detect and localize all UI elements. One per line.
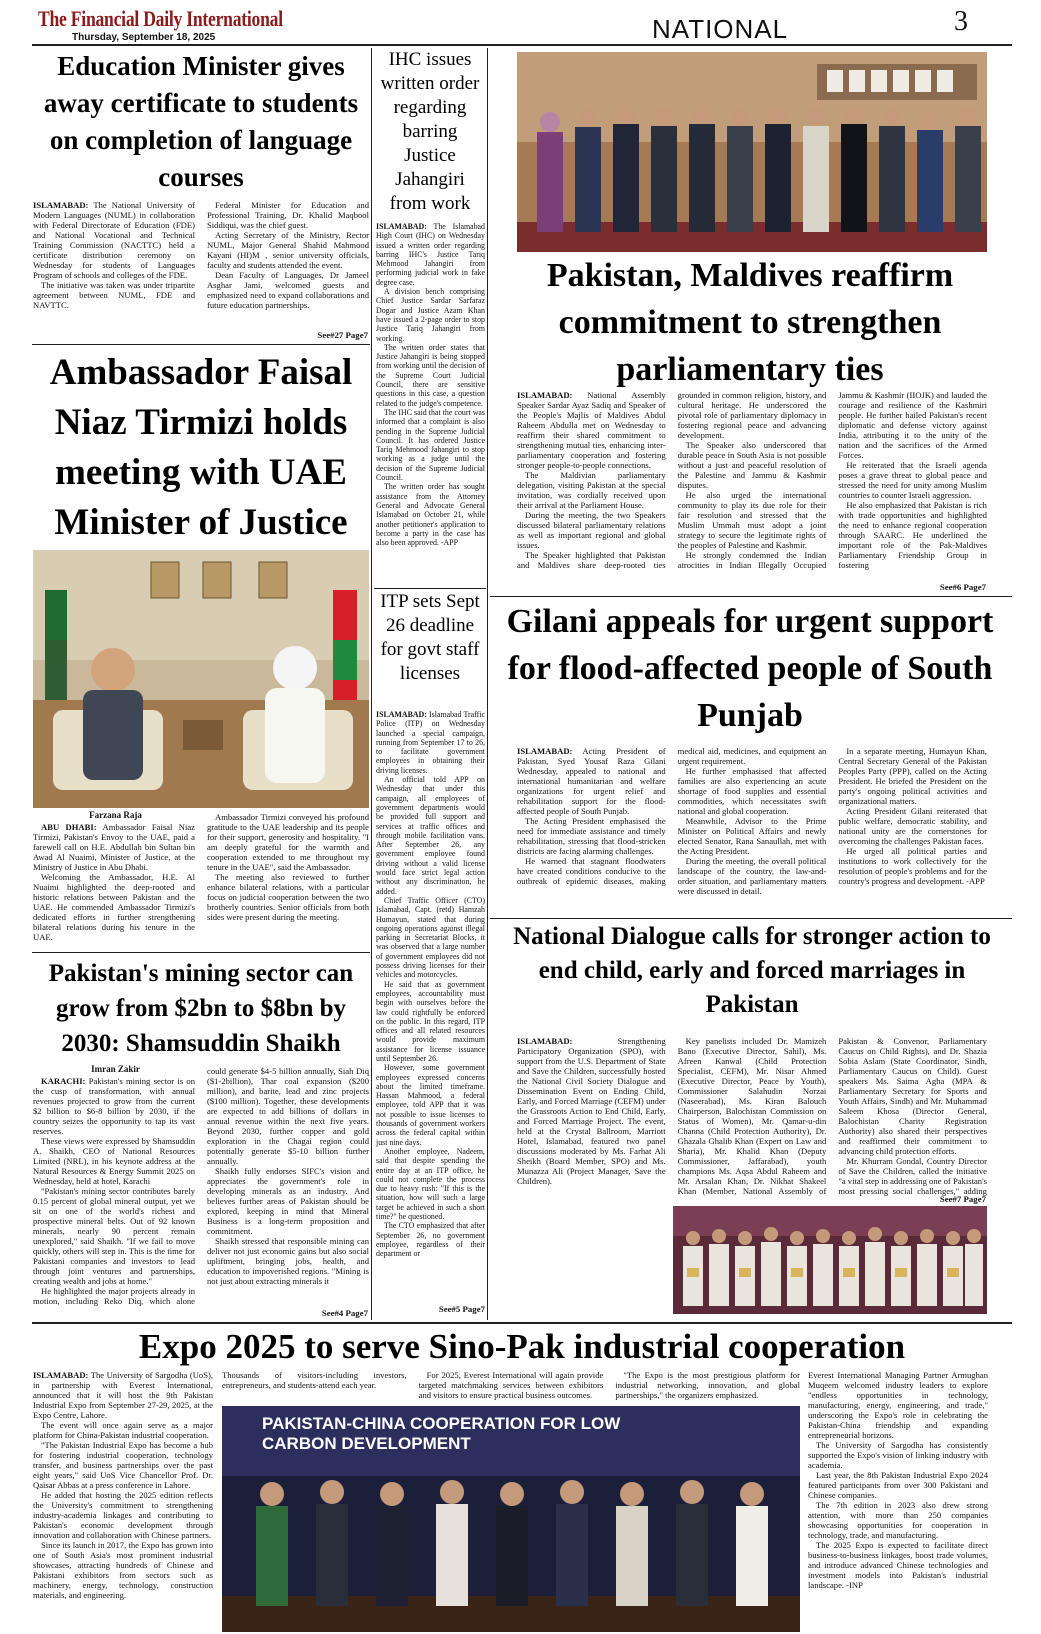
expo-photo — [222, 1406, 800, 1632]
continuation-link[interactable]: See#6 Page7 — [939, 582, 986, 592]
paragraph: An official told APP on Wednesday that under this campaign, all employees of government departments would be provided full support and services at traffic offices and through mobile facilitation vans. After September 26, any government employee found driving without a valid license would face strict legal action without any discrimination, he added. — [376, 775, 485, 896]
paragraph: The written order has sought assistance from the Attorney General and Advocate General Islamabad on October 21, while another petitioner's application to become a party in the case has also been approved. -APP — [376, 482, 485, 548]
paragraph: A division bench comprising Chief Justice Sardar Sarfaraz Dogar and Justice Azam Khan have issued a 2-page order to stop Justice Tariq Jahangiri from working. — [376, 287, 485, 343]
dateline: ISLAMABAD: — [517, 390, 573, 400]
dialogue-headline: National Dialogue calls for stronger action to end child, early and forced marriages in Pakistan — [513, 923, 991, 1018]
masthead — [32, 4, 1012, 48]
paragraph: Another employee, Nadeem, said that despite spending the entire day at an ITP office, he could not complete the process due to heavy rush: "If this is the situation, how will such a large target be achieved in such a short time?" he questioned. — [376, 1146, 485, 1222]
paragraph: The written order states that Justice Jahangiri is being stopped from working until the decision of the Supreme Court Judicial Council, there are sensitive questions in this case, a question related to the judge's competence. — [376, 342, 485, 408]
paragraph: These views were expressed by Shamsuddin A. Shaikh, CEO of National Resources Limited (NRL), in his keynote address at the Natural Resources & Energy Summit 2025 on Wednesday, held at hotel, Karachi — [33, 1136, 195, 1186]
paragraph: The University of Sargodha has consistently supported the Expo's vision of linking industry with academia. — [808, 1440, 988, 1470]
section-name: NATIONAL — [652, 14, 789, 44]
gilani-body — [517, 746, 987, 912]
dateline: ABU DHABI: — [41, 822, 97, 832]
paragraph: The event will once again serve as a major platform for China-Pakistan industrial cooperation. — [33, 1420, 213, 1440]
paragraph: The 2025 Expo is expected to facilitate direct business-to-business linkages, boost trade volumes, and introduce advanced Chinese technologies and investment models into Pakistan's industrial landscape. -INP — [808, 1540, 988, 1590]
expo-banner-text: PAKISTAN-CHINA COOPERATION FOR LOW CARBON DEVELOPMENT — [262, 1414, 621, 1453]
dateline: ISLAMABAD: — [376, 710, 427, 719]
ambassador-photo — [33, 550, 369, 808]
story-divider — [32, 952, 370, 953]
paragraph: Key panelists included Dr. Mamizeh Bano (Executive Director, Sahil), Ms. Afreen Kanwal (Child Protection Specialist, CEFM), Mr. Nisar Ahmed (Executive Director, Peace by Youth), Commissioner Salahudin Norzai (Naseerabad), Ms. Kiran Balouch Chairperson, Balochistan Commission on Status of Women), Mr. Qamar-u-din Channa (Child Protection Authority), Dr. Ghazala Ghalib Khan (Expert on Law and Sharia), Mr. Khalid Khan (Deputy Commissioner, Jaffarabad), youth champions Ms. Aqsa Abdul Raheem and Mr. Arsalan Khan, Dr. Nikhat Shakeel Khan (Member, National Assembly of Pakistan & Convenor, Parliamentary Caucus on Child Rights), and Dr. Shazia Sobia Aslam (State Coordinator, Sindh, Parliamentary Caucus on Child). Guest speakers Ms. Saima Agha (MPA & Parliamentary Secretary for Sports and Youth Affairs, Sindh) and Mr. Muhammad Saleem Khosa (Director General, Balochistan Charity Registration Authority) also shared their perspectives and reaffirmed their commitment to advancing child protection efforts. — [677, 1036, 987, 1196]
continuation-link[interactable]: See#5 Page7 — [438, 1304, 485, 1314]
mining-headline: Pakistan's mining sector can grow from $2bn to $8bn by 2030: Shamsuddin Shaikh — [48, 960, 354, 1057]
paragraph: The University of Sargodha (UoS), in partnership with Everest International, announced that it will host the 9th Pakistan Industrial Expo from September 27-29, 2025, at the Expo Centre, Lahore. — [33, 1370, 213, 1420]
education-body — [33, 200, 369, 327]
story-divider — [32, 1322, 1012, 1324]
paragraph: Islamabad Traffic Police (ITP) on Wednesday launched a special campaign, running from September 17 to 26, to facilitate government employees in obtaining their driving licenses. — [376, 710, 485, 775]
masthead-rule — [32, 44, 1012, 46]
paragraph: In a separate meeting, Humayun Khan, Central Secretary General of the Pakistan Peoples Party (PPP), called on the Acting President. He briefed the President on the party's ongoing political activities and organizational matters. — [838, 746, 987, 806]
paragraph: Mr. Khurram Gondal, Country Director of Save the Children, called the initiative "a vital step in addressing one of Pakistan's most pressing social challenges," adding — [838, 1156, 987, 1196]
paragraph: Welcoming the Ambassador, H.E. Al Nuaimi highlighted the deep-rooted and historic relations between Pakistan and the UAE. He commended Ambassador Tirmizi's dedicated efforts in further strengthening bilateral relations during his tenure in the UAE. — [33, 872, 195, 942]
paragraph: The meeting also reviewed to further enhance bilateral relations, with a particular focus on judicial cooperation between the two brotherly countries. Senior officials from both sides were present during the meeting. — [207, 872, 369, 922]
paragraph: Since its launch in 2017, the Expo has grown into one of South Asia's most prominent industrial showcases, attracting hundreds of Chinese and Pakistani exhibitors from sectors such as machinery, energy, technology, construction materials, and engineering. — [33, 1540, 213, 1600]
dialogue-photo — [673, 1206, 987, 1314]
column-rule — [371, 48, 372, 1320]
paragraph: "The Expo is the most prestigious platform for industrial networking, innovation, and global partnerships," the organizers emphasized. — [615, 1370, 800, 1400]
paragraph: "The Pakistan Industrial Expo has become a hub for fostering industrial cooperation, technology transfer, and business partnerships over the past eight years," said UoS Vice Chancellor Prof. Dr. Qaisar Abbas at a press conference in Lahore. — [33, 1440, 213, 1490]
paragraph: He also emphasized that Pakistan is rich with trade opportunities and highlighted the need to enhance regional cooperation through SAARC. He underlined the important role of the Pak-Maldives Parliamentary Friendship Group in fostering — [838, 500, 987, 570]
paragraph: Acting President Gilani reiterated that public welfare, democratic stability, and national unity are the cornerstones for overcoming the challenges Pakistan faces. — [838, 806, 987, 846]
paragraph: The initiative was taken was under tripartite agreement between NUML, FDE and NAVTTC. — [33, 280, 195, 310]
page-number: 3 — [954, 6, 968, 37]
paragraph: He highlighted the major projects already in motion, including Reko Diq, which alone could generate $4-5 billion annually, Siah Diq ($1-2billion), Thar coal expansion ($200 million), and barite, lead and zinc projects ($100 million). Together, these developments are expected to add billions of dollars in annual revenue within the next five years. Beyond 2030, further copper and gold exploration in the Chagai region could potentially generate $5-10 billion further annually. — [33, 1066, 369, 1306]
paragraph: Pakistan's mining sector is on the cusp of transformation, with annual revenues projected to grow from the current $2 billion to $6-8 billion by 2030, if the country seizes the opportunity to tap its vast reserves. — [33, 1076, 195, 1136]
paragraph: Last year, the 8th Pakistan Industrial Expo 2024 featured participants from over 300 Pakistani and Chinese companies. — [808, 1470, 988, 1500]
group-photo-illustration — [673, 1206, 987, 1314]
paragraph: For 2025, Everest International will again provide targeted matchmaking services between exhibitors and visitors to ensure practical business outcomes. — [418, 1370, 604, 1400]
paper-name: The Financial Daily International — [38, 6, 283, 31]
paragraph: National Assembly Speaker Sardar Ayaz Sadiq and Speaker of the People's Majlis of Maldives Abdul Raheem Abdulla met on Wednesday to reaffirm their shared commitment to strengthening mutual ties, enhancing inter-parliamentary cooperation and fostering stronger people-to-people connections. — [517, 390, 666, 470]
paragraph: Shaikh stressed that responsible mining can deliver not just economic gains but also social upliftment, bringing jobs, health, and education to impoverished regions. "Mining is not just about extracting minerals it — [207, 1236, 369, 1286]
paragraph: The Islamabad High Court (IHC) on Wednesday issued a written order regarding barring IHC's Justice Tariq Mehmood Jahangiri from performing judicial work in fake degree case. — [376, 222, 485, 287]
education-headline: Education Minister gives away certificate to students on completion of language courses — [43, 51, 359, 192]
dateline: ISLAMABAD: — [33, 1370, 89, 1380]
paragraph: The Speaker highlighted that Pakistan and Maldives share deep-rooted ties grounded in common religion, history, and cultural heritage. He underscored the pivotal role of parliamentary diplomacy in fostering regional peace and advancing development. — [517, 390, 827, 570]
expo-body-col1 — [33, 1370, 213, 1632]
dateline: ISLAMABAD: — [517, 746, 573, 756]
paragraph: During the meeting, the two Speakers discussed bilateral parliamentary relations as well as important regional and global issues. — [517, 510, 666, 550]
mining-body — [33, 1066, 369, 1310]
column-rule — [487, 48, 488, 1320]
story-divider — [374, 588, 486, 589]
paragraph: He warned that stagnant floodwaters have created conditions conducive to the outbreak of epidemic diseases, making medical aid, medicines, and equipment an urgent requirement. — [517, 746, 827, 886]
maldives-headline: Pakistan, Maldives reaffirm commitment to strengthen parliamentary ties — [546, 257, 954, 388]
paragraph: The Maldivian parliamentary delegation, visiting Pakistan at the special invitation, was cordially received upon their arrival at the Parliament House. — [517, 470, 666, 510]
gilani-headline: Gilani appeals for urgent support for flood-affected people of South Punjab — [506, 603, 994, 734]
paragraph: During the meeting, the overall political landscape of the country, the law-and-order situation, and parliamentary matters were discussed in detail. — [677, 856, 827, 896]
paragraph: The Speaker also underscored that durable peace in South Asia is not possible without a just and peaceful resolution of the Palestine and Jammu & Kashmir disputes. — [677, 440, 827, 490]
paragraph: He added that hosting the 2025 edition reflects the University's commitment to strengthening industry-academia linkages and contributing to Pakistan's economic development through innovation and collaboration with Chinese partners. — [33, 1490, 213, 1540]
mining-byline: Imran Zakir — [91, 1064, 140, 1074]
expo-body-col5 — [808, 1370, 988, 1632]
paragraph: He strongly condemned the Indian atrocities in Indian Illegally Occupied Jammu & Kashmir (IIOJK) and lauded the courage and resilience of the Kashmiri people. He further hailed Pakistan's recent diplomatic and defense victory against India, attributing it to the unity of the nation and the sacrifices of the Armed Forces. — [677, 390, 987, 570]
itp-body — [376, 710, 485, 1300]
paragraph: The National University of Modern Languages (NUML) in collaboration with Federal Directorate of Education (FDE) and National Vocational and Technical Training Commission (NACTTC) held a certificate distribution ceremony on Wednesday for students of Languages Program of schools and colleges of the FDE. — [33, 200, 195, 280]
paragraph: He reiterated that the Israeli agenda poses a grave threat to global peace and stressed the need for unity among Muslim countries to counter Israeli aggression. — [838, 460, 987, 500]
ihc-body — [376, 222, 485, 587]
dateline: KARACHI: — [41, 1076, 86, 1086]
continuation-link[interactable]: See#27 Page7 — [317, 330, 368, 340]
paragraph: Dean Faculty of Languages, Dr Jameel Asghar Jami, welcomed guests and emphasized need to expand collaborations and future education partnerships. — [207, 270, 369, 310]
expo-body-top — [222, 1370, 800, 1404]
ambassador-byline: Farzana Raja — [89, 810, 142, 820]
paragraph: Ambassador Tirmizi conveyed his profound gratitude to the UAE leadership and its people for their support, generosity and hospitality. "I am deeply grateful for the warmth and cooperation extended to me throughout my tenure in the UAE", said the Ambassador. — [207, 812, 369, 872]
ambassador-headline: Ambassador Faisal Niaz Tirmizi holds meeting with UAE Minister of Justice — [49, 352, 353, 543]
paragraph: The CTO emphasized that after September 26, no government employee, regardless of their department or — [376, 1221, 485, 1259]
maldives-body — [517, 390, 987, 584]
paragraph: Thousands of visitors-including investors, entrepreneurs, and students-attend each year. — [222, 1370, 407, 1390]
meeting-photo-illustration — [33, 550, 369, 808]
delegation-photo-illustration — [517, 52, 987, 252]
paragraph: He urged all political parties and institutions to work collectively for the resolution of people's problems and for the country's progress and development. -APP — [838, 846, 987, 886]
paragraph: The IHC said that the court was informed that a complaint is also pending in the Supreme Judicial Council. It has ordered Justice Tariq Mehmood Jahangiri to stop working as a judge until the decision of the Supreme Judicial Council. — [376, 407, 485, 483]
paragraph: The 7th edition in 2023 also drew strong attention, with more than 250 companies showcasing opportunities for cooperation in technology, trade, and manufacturing. — [808, 1500, 988, 1540]
story-divider — [490, 918, 1012, 919]
paragraph: However, some government employees expressed concerns about the limited timeframe. Hassan Mahmood, a federal employee, told APP that it was not possible to issue licenses to thousands of government workers across the federal capital within just nine days. — [376, 1063, 485, 1147]
dateline: ISLAMABAD: — [33, 200, 89, 210]
paragraph: Federal Minister for Education and Professional Training, Dr. Khalid Maqbool Siddiqui, was the chief guest. — [207, 200, 369, 230]
paragraph: He further emphasised that affected families are also experiencing an acute shortage of food supplies and essential commodities, which necessitates swift national and global cooperation. — [677, 766, 827, 816]
paragraph: The Acting President emphasised the need for immediate assistance and timely rehabilitation, stressing that flood-stricken districts are facing alarming challenges. — [517, 816, 666, 856]
paragraph: "Pakistan's mining sector contributes barely 0.15 percent of global mineral output, yet we sit on one of the world's richest and prospective mineral belts. Out of 92 known minerals, nearly 90 percent remain unexplored," said Shaikh. "If we fail to move quickly, others will step in. This is the time for Pakistani companies and investors to lead through joint ventures and partnerships, creating wealth and jobs at home." — [33, 1186, 195, 1286]
paragraph: Chief Traffic Officer (CTO) Islamabad, Capt. (retd) Hamzah Humayun, stated that during ongoing operations against illegal parking in Secretariat Blocks, it was observed that a large number of government employees did not possess driving licenses for their vehicles and motorcycles. — [376, 895, 485, 980]
paragraph: Everest International Managing Partner Armughan Muqeem welcomed industry leaders to explore "endless opportunities in technology, manufacturing, energy, engineering, and trade," underscoring the Expo's role in celebrating the Pakistan-China friendship and expanding entrepreneurial horizons. — [808, 1370, 988, 1440]
story-divider — [32, 344, 370, 345]
issue-date: Thursday, September 18, 2025 — [72, 32, 216, 43]
dateline: ISLAMABAD: — [517, 1036, 573, 1046]
itp-headline: ITP sets Sept 26 deadline for govt staff licenses — [380, 591, 480, 684]
dateline: ISLAMABAD: — [376, 222, 427, 231]
maldives-photo — [517, 52, 987, 252]
ihc-headline: IHC issues written order regarding barring Justice Jahangiri from work — [380, 49, 480, 214]
paragraph: He also urged the international community to play its due role for their fair resolution and stressed that the Muslim Ummah must adopt a joint strategy to secure the legitimate rights of the peoples of Palestine and Kashmir. — [677, 490, 827, 550]
paragraph: Acting Secretary of the Ministry, Rector NUML, Major General Shahid Mahmood Kayani (HI)M , senior university officials, faculty and students attended the event. — [207, 230, 369, 270]
expo-headline: Expo 2025 to serve Sino-Pak industrial cooperation — [138, 1327, 906, 1366]
paragraph: He said that as government employees, accountability must begin with ourselves before the law could rightfully be enforced on the public. In this regard, ITP offices and all related resources would provide maximum assistance for license issuance until September 26. — [376, 979, 485, 1063]
dialogue-body — [517, 1036, 987, 1196]
paragraph: Ambassador Faisal Niaz Tirmizi, Pakistan's Envoy to the UAE, paid a farewell call on H.E. Abdullah bin Sultan bin Awad Al Nuaimi, Minister of Justice, at the Ministry of Justice in Abu Dhabi. — [33, 822, 195, 872]
paragraph: Shaikh fully endorses SIFC's vision and appreciates the government's role in developing minerals as an industry. And believes further areas of Pakistan should be explored, keeping in mind that Mineral Business is a long-term proposition and commitment. — [207, 1166, 369, 1236]
paragraph: Meanwhile, Advisor to the Prime Minister on Political Affairs and newly elected Senator, Rana Sanaullah, met with the Acting President. — [677, 816, 827, 856]
story-divider — [490, 596, 1012, 597]
paragraph: Strengthening Participatory Organization (SPO), with support from the U.S. Department of State and Save the Children, successfully hosted the National Civil Society Dialogue and Dissemination Event on Ending Child, Early, and Forced Marriage (CEFM) under the Grassroots Action to End Child, Early, and Forced Marriage Project. The event, held at the Crystal Ballroom, Marriott Hotel, Islamabad, featured two panel discussions moderated by Ms. Farhat Ali Sheikh (Board Member, SPO) and Ms. Munazza Ali (Project Manager, Save the Children). — [517, 1036, 666, 1186]
ambassador-body — [33, 812, 369, 946]
continuation-link[interactable]: See#7 Page7 — [939, 1194, 986, 1204]
continuation-link[interactable]: See#4 Page7 — [321, 1308, 368, 1318]
paragraph: Acting President of Pakistan, Syed Yousaf Raza Gilani Wednesday, appealed to national and international humanitarian and welfare organizations for urgent relief and rehabilitation support for the flood-affected people of South Punjab. — [517, 746, 666, 816]
